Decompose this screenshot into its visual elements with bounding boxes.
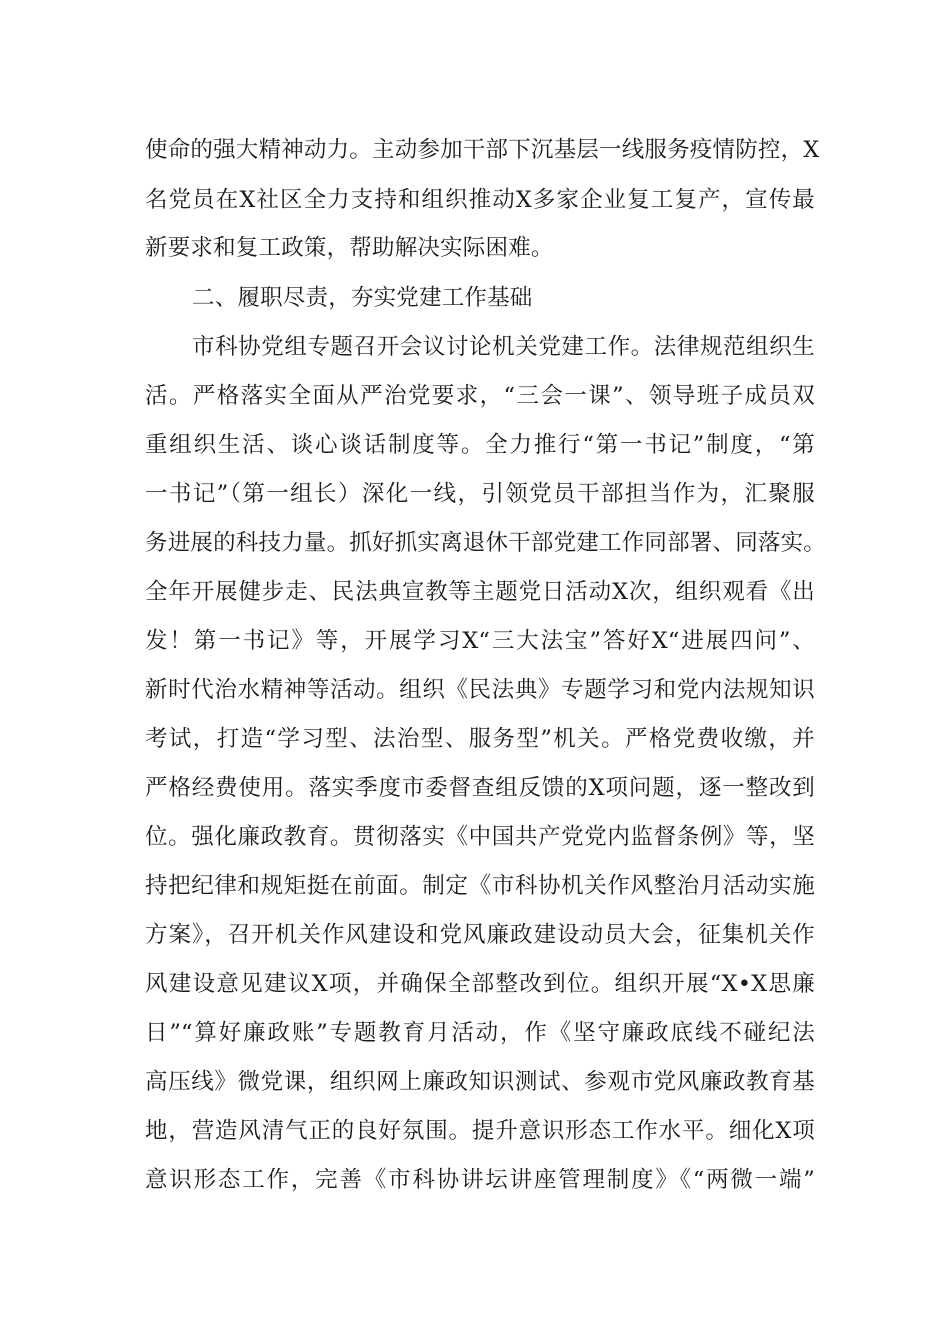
paragraph-2-line-9: 考试，打造“学习型、法治型、服务型”机关。严格党费收缴，并 (145, 726, 815, 752)
paragraph-2-line-2: 活。严格落实全面从严治党要求，“三会一课”、领导班子成员双 (145, 383, 815, 409)
paragraph-2-line-1: 市科协党组专题召开会议讨论机关党建工作。法律规范组织生 (192, 334, 815, 360)
paragraph-2-line-3: 重组织生活、谈心谈话制度等。全力推行“第一书记”制度，“第 (145, 432, 815, 458)
paragraph-2-line-5: 务进展的科技力量。抓好抓实离退休干部党建工作同部署、同落实。 (145, 530, 827, 556)
paragraph-2-line-10: 严格经费使用。落实季度市委督查组反馈的X项问题，逐一整改到 (145, 775, 815, 801)
paragraph-2-line-7: 发！第一书记》等，开展学习X“三大法宝”答好X“进展四问”、 (145, 628, 815, 654)
paragraph-1-line-2: 名党员在X社区全力支持和组织推动X多家企业复工复产，宣传最 (145, 187, 815, 213)
paragraph-2-line-15: 日”“算好廉政账”专题教育月活动，作《坚守廉政底线不碰纪法 (145, 1020, 815, 1046)
section-heading: 二、履职尽责，夯实党建工作基础 (192, 285, 533, 311)
paragraph-2-line-4: 一书记”（第一组长）深化一线，引领党员干部担当作为，汇聚服 (145, 481, 815, 507)
paragraph-2-line-11: 位。强化廉政教育。贯彻落实《中国共产党党内监督条例》等，坚 (145, 824, 815, 850)
paragraph-1-line-3: 新要求和复工政策，帮助解决实际困难。 (145, 235, 554, 261)
paragraph-2-line-14: 风建设意见建议X项，并确保全部整改到位。组织开展“X•X思廉 (145, 971, 815, 997)
paragraph-1-line-1: 使命的强大精神动力。主动参加干部下沉基层一线服务疫情防控，X (145, 137, 820, 163)
paragraph-2-line-8: 新时代治水精神等活动。组织《民法典》专题学习和党内法规知识 (145, 677, 815, 703)
paragraph-2-line-17: 地，营造风清气正的良好氛围。提升意识形态工作水平。细化X项 (145, 1118, 815, 1144)
paragraph-2-line-18: 意识形态工作，完善《市科协讲坛讲座管理制度》《“两微一端” (145, 1167, 815, 1193)
paragraph-2-line-13: 方案》，召开机关作风建设和党风廉政建设动员大会，征集机关作 (145, 922, 815, 948)
paragraph-2-line-6: 全年开展健步走、民法典宣教等主题党日活动X次，组织观看《出 (145, 579, 815, 605)
paragraph-2-line-16: 高压线》微党课，组织网上廉政知识测试、参观市党风廉政教育基 (145, 1069, 815, 1095)
paragraph-2-line-12: 持把纪律和规矩挺在前面。制定《市科协机关作风整治月活动实施 (145, 873, 815, 899)
